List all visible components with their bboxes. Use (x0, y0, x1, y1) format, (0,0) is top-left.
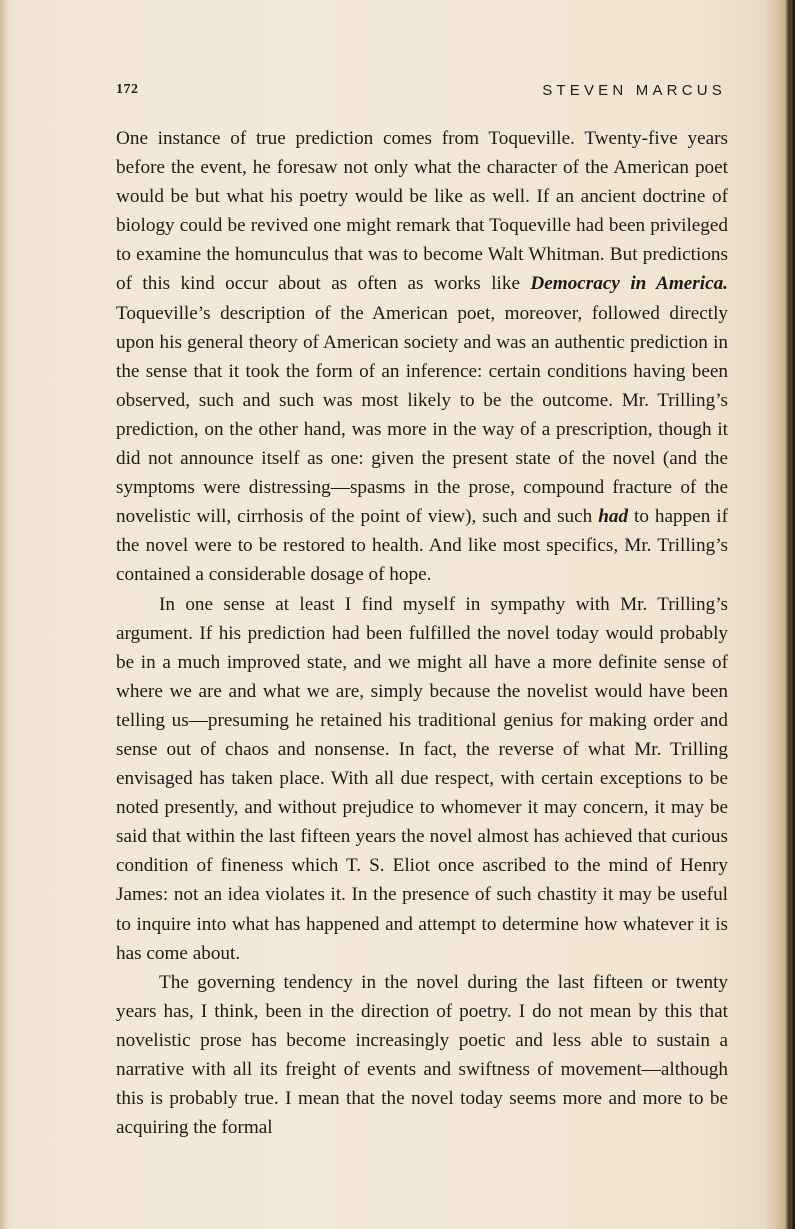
paragraph-1 (116, 124, 728, 590)
running-head: STEVEN MARCUS (542, 82, 726, 99)
page-number: 172 (116, 82, 139, 97)
paragraph-3: The governing tendency in the novel during the last fifteen or twenty years has, I think, been in the direction of poetry. I do not mean by this that novelistic prose has become increasingly poetic and less able to sustain a narrative with all its freight of events and swiftness of movement—although this is probably true. I mean that the novel today seems more and more to be acquiring the formal (116, 971, 728, 1139)
paragraph-2: In one sense at least I find myself in sympathy with Mr. Trilling’s argument. If his prediction had been fulfilled the novel today would probably be in a much improved state, and we might all have a more definite sense of where we are and what we are, simply because the novelist would have been telling us—presuming he retained his traditional genius for making order and sense out of chaos and nonsense. In fact, the reverse of what Mr. Trilling envisaged has taken place. With all due respect, with certain exceptions to be noted presently, and without prejudice to whomever it may concern, it may be said that within the last fifteen years the novel almost has achieved that curious condition of fineness which T. S. Eliot once ascribed to the mind of Henry James: not an idea violates it. In the presence of such chastity it may be useful to inquire into what has happened and attempt to determine how whatever it is has come about. (116, 593, 728, 964)
paragraph-1-text-a: One instance of true prediction comes from Toqueville. Twenty-five years before the event, he foresaw not only what the character of the American poet would be but what his poetry would be like as well. If an ancient doctrine of biology could be revived one might remark that Toqueville had been privileged to examine the homunculus that was to become Walt Whitman. But predictions of this kind occur about as often as works like (116, 128, 728, 295)
paragraph-1-text-b: Toqueville’s description of the American poet, moreover, followed directly upon his general theory of American society and was an authentic prediction in the sense that it took the form of an inference: certain conditions having been observed, such and such was most likely to be the outcome. Mr. Trilling’s prediction, on the other hand, was more in the way of a prescription, though it did not announce itself as one: given the present state of the novel (and the symptoms were distressing—spasms in the prose, compound fracture of the novelistic will, cirrhosis of the point of view), such and such (116, 302, 728, 528)
page-left-edge (0, 0, 8, 1229)
emphasis-had: had (598, 506, 629, 528)
book-title-italic: Democracy in America. (530, 273, 728, 295)
paragraph-1-text-c: to happen if the novel were to be restored to health. And like most specifics, Mr. Trilling’s contained a considerable dosage of hope. (116, 506, 728, 586)
page-header (116, 82, 726, 102)
page-binding-edge (777, 0, 795, 1229)
body-text (116, 124, 728, 1142)
